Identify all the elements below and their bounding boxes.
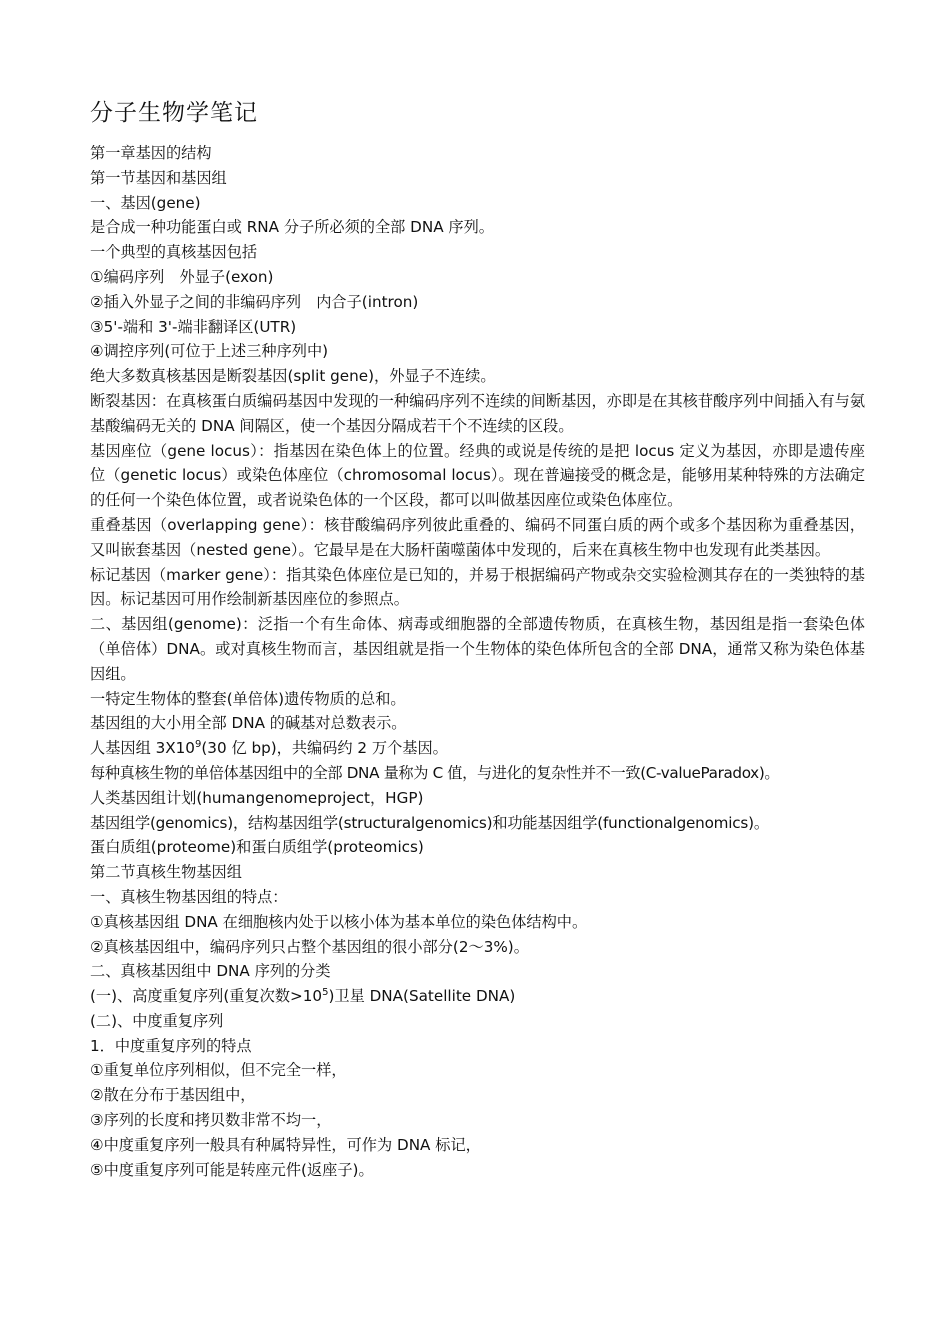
section-heading: 第二节真核生物基因组 [90,863,242,882]
superscript: 9 [194,739,202,751]
list-item: ④调控序列(可位于上述三种序列中) [90,342,329,361]
text-line: 基因组学(genomics)，结构基因组学(structuralgenomics)和功能基因组学(functionalgenomics)。 [90,813,769,832]
text-line: 基因组的大小用全部 DNA 的碱基对总数表示。 [90,714,407,733]
subsection-heading: 1．中度重复序列的特点 [90,1036,252,1055]
list-item: ①编码序列 外显子(exon) [90,267,274,286]
text-line: 是合成一种功能蛋白或 RNA 分子所必须的全部 DNA 序列。 [90,218,494,237]
section-heading: 第一节基因和基因组 [90,168,227,187]
subsection-heading: 二、真核基因组中 DNA 序列的分类 [90,962,331,981]
document-body [90,141,865,1182]
document-title: 分子生物学笔记 [90,100,258,126]
superscript: 5 [322,987,329,999]
text-line: 蛋白质组(proteome)和蛋白质组学(proteomics) [90,838,424,857]
text-line: 一特定生物体的整套(单倍体)遗传物质的总和。 [90,689,406,708]
text-fragment: 人基因组 3X10 [90,739,195,758]
chapter-heading: 第一章基因的结构 [90,144,212,162]
list-item: ②插入外显子之间的非编码序列 内合子(intron) [90,292,419,311]
list-item: ②散在分布于基因组中， [90,1086,256,1105]
text-line-with-superscript [90,984,865,1009]
text-fragment: (一)、高度重复序列(重复次数>10 [90,987,323,1006]
subsection-heading: (二)、中度重复序列 [90,1011,224,1030]
definition-paragraph: 基因座位（gene locus）：指基因在染色体上的位置。经典的或说是传统的是把 locus 定义为基因，亦即是遗传座位（genetic locus）或染色体座位（chromosomal locus）。现在普遍接受的概念是，能够用某种特殊的方法确定的任何一个染色体位置，或者说染色体的一个区段，都可以叫做基因座位或染色体座位。 [90,441,865,510]
definition-paragraph: 断裂基因：在真核蛋白质编码基因中发现的一种编码序列不连续的间断基因，亦即是在其核苷酸序列中间插入有与氨基酸编码无关的 DNA 间隔区，使一个基因分隔成若干个不连续的区段。 [90,391,865,435]
definition-paragraph: 重叠基因（overlapping gene）：核苷酸编码序列彼此重叠的、编码不同蛋白质的两个或多个基因称为重叠基因，又叫嵌套基因（nested gene）。它最早是在大肠杆菌噬菌体中发现的，后来在真核生物中也发现有此类基因。 [90,515,865,559]
list-item: ①重复单位序列相似，但不完全一样， [90,1061,347,1080]
subsection-heading: 一、基因(gene) [90,193,201,212]
list-item: ④中度重复序列一般具有种属特异性，可作为 DNA 标记， [90,1135,481,1154]
list-item: ③5'-端和 3'-端非翻译区(UTR) [90,317,297,336]
list-item: ③序列的长度和拷贝数非常不均一， [90,1111,332,1130]
text-line: 绝大多数真核基因是断裂基因(split gene)，外显子不连续。 [90,367,496,386]
definition-paragraph: 标记基因（marker gene）：指其染色体座位是已知的，并易于根据编码产物或杂交实验检测其存在的一类独特的基因。标记基因可用作绘制新基因座位的参照点。 [90,565,865,609]
subsection-heading: 一、真核生物基因组的特点： [90,887,288,906]
text-line-with-superscript [90,736,865,761]
text-fragment: (30 亿 bp)，共编码约 2 万个基因。 [201,739,448,758]
text-fragment: )卫星 DNA(Satellite DNA) [328,987,516,1006]
text-line: 人类基因组计划(humangenomeproject，HGP) [90,788,424,807]
text-line: 一个典型的真核基因包括 [90,243,258,262]
list-item: ①真核基因组 DNA 在细胞核内处于以核小体为基本单位的染色体结构中。 [90,912,588,931]
list-item: ②真核基因组中，编码序列只占整个基因组的很小部分(2～3%)。 [90,937,529,956]
list-item: ⑤中度重复序列可能是转座元件(返座子)。 [90,1160,374,1179]
definition-paragraph: 二、基因组(genome)：泛指一个有生命体、病毒或细胞器的全部遗传物质，在真核生物，基因组是指一套染色体（单倍体）DNA。或对真核生物而言，基因组就是指一个生物体的染色体所包含的全部 DNA，通常又称为染色体基因组。 [90,615,865,683]
text-line: 每种真核生物的单倍体基因组中的全部 DNA 量称为 C 值，与进化的复杂性并不一致(C-valueParadox)。 [90,763,780,782]
